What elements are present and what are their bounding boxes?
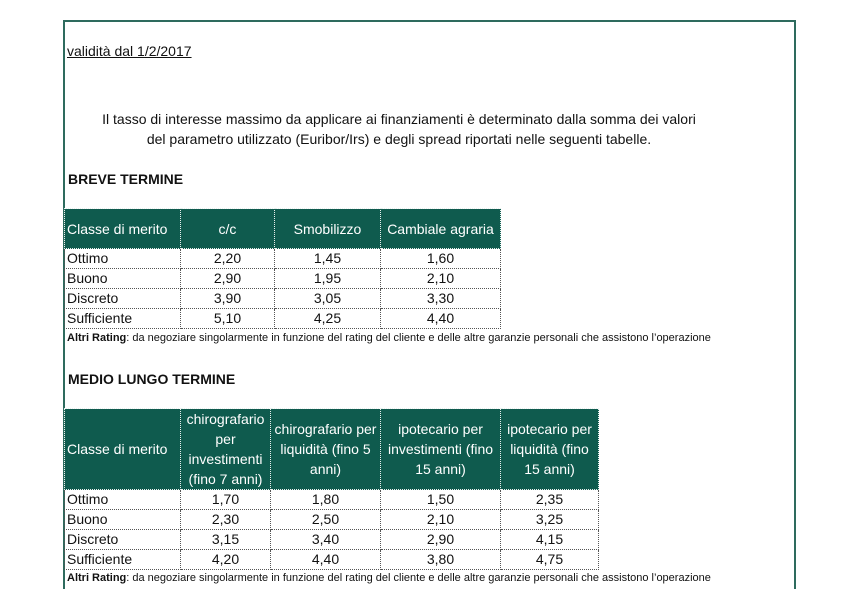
- value-cell: 4,75: [501, 550, 599, 570]
- value-cell: 2,35: [501, 490, 599, 510]
- rating-cell: Buono: [65, 510, 181, 530]
- value-cell: 3,30: [381, 289, 501, 309]
- value-cell: 1,80: [271, 490, 381, 510]
- table-row: [65, 550, 599, 570]
- value-cell: 1,95: [275, 269, 381, 289]
- rating-cell: Sufficiente: [65, 309, 181, 329]
- header-ipotecario-liquidita: ipotecario per liquidità (fino 15 anni): [501, 409, 599, 490]
- value-cell: 4,20: [181, 550, 271, 570]
- value-cell: 2,30: [181, 510, 271, 530]
- intro-line-2: del parametro utilizzato (Euribor/Irs) e degli spread riportati nelle seguenti tabelle.: [146, 131, 652, 147]
- rating-cell: Buono: [65, 269, 181, 289]
- value-cell: 4,40: [381, 309, 501, 329]
- value-cell: 3,80: [381, 550, 501, 570]
- table-row: [65, 490, 599, 510]
- value-cell: 2,50: [271, 510, 381, 530]
- rating-cell: Discreto: [65, 530, 181, 550]
- note-text: : da negoziare singolarmente in funzione del rating del cliente e delle altre garanzie personali che assistono l’operazione: [126, 332, 711, 344]
- short-term-note: [67, 332, 711, 344]
- value-cell: 3,90: [181, 289, 275, 309]
- value-cell: 4,15: [501, 530, 599, 550]
- long-term-note: [67, 572, 711, 584]
- long-term-table: [64, 408, 599, 570]
- value-cell: 3,40: [271, 530, 381, 550]
- header-cambiale-agraria: Cambiale agraria: [381, 209, 501, 249]
- header-classe-di-merito: Classe di merito: [65, 209, 181, 249]
- header-ipotecario-investimenti: ipotecario per investimenti (fino 15 anni): [381, 409, 501, 490]
- short-term-title: BREVE TERMINE: [68, 171, 184, 187]
- value-cell: 2,90: [381, 530, 501, 550]
- table-header-row: [65, 209, 501, 249]
- value-cell: 1,70: [181, 490, 271, 510]
- header-cc: c/c: [181, 209, 275, 249]
- table-row: [65, 530, 599, 550]
- value-cell: 1,60: [381, 249, 501, 269]
- table-row: [65, 289, 501, 309]
- value-cell: 4,40: [271, 550, 381, 570]
- note-text: : da negoziare singolarmente in funzione del rating del cliente e delle altre garanzie personali che assistono l’operazione: [126, 572, 711, 584]
- table-row: [65, 249, 501, 269]
- rating-cell: Discreto: [65, 289, 181, 309]
- short-term-table: [64, 208, 501, 329]
- value-cell: 1,45: [275, 249, 381, 269]
- note-label: Altri Rating: [67, 332, 127, 344]
- rating-cell: Sufficiente: [65, 550, 181, 570]
- value-cell: 2,20: [181, 249, 275, 269]
- table-header-row: [65, 409, 599, 490]
- value-cell: 3,15: [181, 530, 271, 550]
- table-row: [65, 269, 501, 289]
- intro-paragraph: [66, 109, 732, 149]
- note-label: Altri Rating: [67, 572, 127, 584]
- header-classe-di-merito: Classe di merito: [65, 409, 181, 490]
- value-cell: 4,25: [275, 309, 381, 329]
- value-cell: 5,10: [181, 309, 275, 329]
- table-row: [65, 510, 599, 530]
- rating-cell: Ottimo: [65, 249, 181, 269]
- value-cell: 3,05: [275, 289, 381, 309]
- table-row: [65, 309, 501, 329]
- value-cell: 2,10: [381, 269, 501, 289]
- value-cell: 1,50: [381, 490, 501, 510]
- intro-line-1: Il tasso di interesse massimo da applicare ai finanziamenti è determinato dalla somma dei valori: [102, 111, 696, 127]
- header-chirografario-investimenti: chirografario per investimenti (fino 7 anni): [181, 409, 271, 490]
- validity-date: validità dal 1/2/2017: [67, 43, 192, 59]
- long-term-title: MEDIO LUNGO TERMINE: [68, 371, 236, 387]
- value-cell: 2,10: [381, 510, 501, 530]
- header-chirografario-liquidita: chirografario per liquidità (fino 5 anni): [271, 409, 381, 490]
- value-cell: 3,25: [501, 510, 599, 530]
- value-cell: 2,90: [181, 269, 275, 289]
- rating-cell: Ottimo: [65, 490, 181, 510]
- header-smobilizzo: Smobilizzo: [275, 209, 381, 249]
